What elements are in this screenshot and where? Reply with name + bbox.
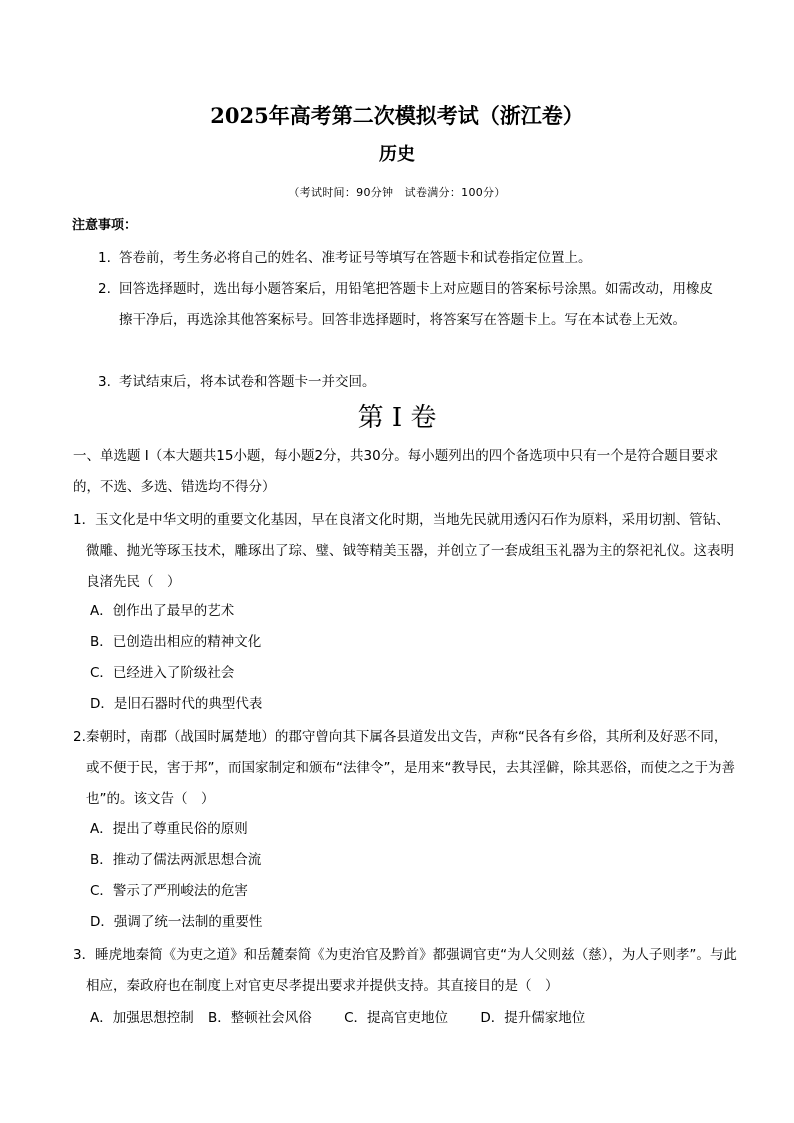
- q3-option-d: D．提升儒家地位: [480, 1010, 586, 1026]
- question-2: [73, 722, 737, 815]
- notice-text: 答卷前，考生务必将自己的姓名、准考证号等填写在答题卡和试卷指定位置上。: [119, 250, 592, 266]
- notice-heading: 注意事项：: [72, 218, 138, 233]
- q2-option-d: D．强调了统一法制的重要性: [90, 914, 263, 930]
- question-stem: 1．玉文化是中华文明的重要文化基因，早在良渚文化时期，当地先民就用透闪石作为原料，采用切割、管钻、微雕、抛光等琢玉技术，雕琢出了琮、璧、钺等精美玉器，并创立了一套成组玉礼器为主的祭祀礼仪。这表明良渚先民（ ）: [73, 512, 734, 590]
- notice-number: 3.: [98, 374, 111, 390]
- q2-option-c: C．警示了严刑峻法的危害: [90, 883, 248, 899]
- q3-options: [90, 1008, 730, 1028]
- question-stem: 3．睡虎地秦简《为吏之道》和岳麓秦简《为吏治官及黔首》都强调官吏“为人父则兹（慈），为人子则孝”。与此相应，秦政府也在制度上对官吏尽孝提出要求并提供支持。其直接目的是（ ）: [73, 947, 737, 994]
- notice-item-2: [98, 274, 726, 336]
- exam-title: 2025年高考第二次模拟考试（浙江卷）: [210, 103, 584, 128]
- q3-option-b: B．整顿社会风俗: [208, 1010, 312, 1026]
- section-instructions: 一、单选题 I（本大题共15小题，每小题2分，共30分。每小题列出的四个备选项中只有一个是符合题目要求的，不选、多选、错选均不得分）: [73, 448, 719, 495]
- subject-title: 历史: [379, 144, 415, 165]
- q3-option-a: A．加强思想控制: [90, 1010, 194, 1026]
- notice-text: 考试结束后，将本试卷和答题卡一并交回。: [119, 374, 376, 390]
- q2-option-b: B．推动了儒法两派思想合流: [90, 852, 262, 868]
- q1-option-b: B．已创造出相应的精神文化: [90, 634, 262, 650]
- notice-number: 2.: [98, 281, 111, 297]
- question-3: [73, 940, 737, 1002]
- question-1: [73, 505, 737, 598]
- exam-info: （考试时间：90分钟 试卷满分：100分）: [288, 186, 506, 199]
- q1-option-c: C．已经进入了阶级社会: [90, 665, 235, 681]
- q1-option-d: D．是旧石器时代的典型代表: [90, 696, 263, 712]
- notice-item-3: [98, 367, 726, 398]
- notice-text: 回答选择题时，选出每小题答案后，用铅笔把答题卡上对应题目的答案标号涂黑。如需改动，用橡皮擦干净后，再选涂其他答案标号。回答非选择题时，将答案写在答题卡上。写在本试卷上无效。: [119, 281, 713, 328]
- q2-option-a: A．提出了尊重民俗的原则: [90, 821, 248, 837]
- question-stem: 2.秦朝时，南郡（战国时属楚地）的郡守曾向其下属各县道发出文告，声称“民各有乡俗，其所利及好恶不同，或不便于民，害于邦”，而国家制定和颁布“法律令”，是用来“教导民，去其淫僻，除其恶俗，而使之之于为善也”的。该文告（ ）: [73, 729, 735, 807]
- q3-option-c: C．提高官吏地位: [344, 1010, 449, 1026]
- notice-item-1: [98, 243, 726, 274]
- q1-option-a: A．创作出了最早的艺术: [90, 603, 235, 619]
- volume-heading: 第 I 卷: [357, 403, 437, 433]
- notice-number: 1.: [98, 250, 111, 266]
